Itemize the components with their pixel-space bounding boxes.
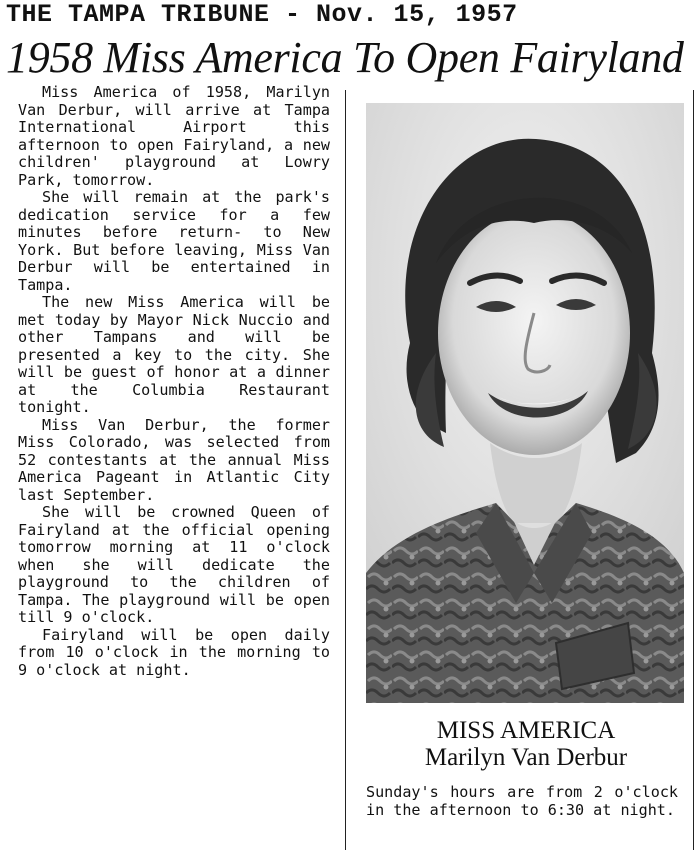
portrait-photo — [366, 103, 684, 703]
article-paragraph: She will remain at the park's dedication service for a few minutes before return- to New York. But before leaving, Miss Van Derbur will be entertained in Tampa. — [18, 188, 330, 294]
article-paragraph: Miss America of 1958, Marilyn Van Derbur, will arrive at Tampa International Airport this afternoon to open Fairyland, a new children' playground at Lowry Park, tomorrow. — [18, 83, 330, 189]
headline: 1958 Miss America To Open Fairyland — [6, 33, 684, 82]
column-divider — [345, 90, 346, 850]
article-continuation: Sunday's hours are from 2 o'clock in the afternoon to 6:30 at night. — [366, 783, 678, 819]
photo-caption-title: MISS AMERICA — [436, 717, 616, 744]
portrait-illustration — [366, 103, 684, 703]
photo-caption-name: Marilyn Van Derbur — [424, 744, 628, 771]
article-body — [18, 84, 330, 679]
article-paragraph: Miss Van Derbur, the former Miss Colorado, was selected from 52 contestants at the annual Miss America Pageant in Atlantic City last September. — [18, 415, 330, 504]
article-paragraph: She will be crowned Queen of Fairyland at the official opening tomorrow morning at 11 o'clock when she will dedicate the playground to the children of Tampa. The playground will be open till 9 o'clock. — [18, 503, 330, 626]
article-paragraph: The new Miss America will be met today by Mayor Nick Nuccio and other Tampans and will be presented a key to the city. She will be guest of honor at a dinner at the Columbia Restaurant tonight. — [18, 293, 330, 416]
masthead: THE TAMPA TRIBUNE - Nov. 15, 1957 — [6, 0, 518, 29]
right-border — [693, 90, 694, 850]
article-paragraph: Fairyland will be open daily from 10 o'clock in the morning to 9 o'clock at night. — [18, 625, 330, 679]
